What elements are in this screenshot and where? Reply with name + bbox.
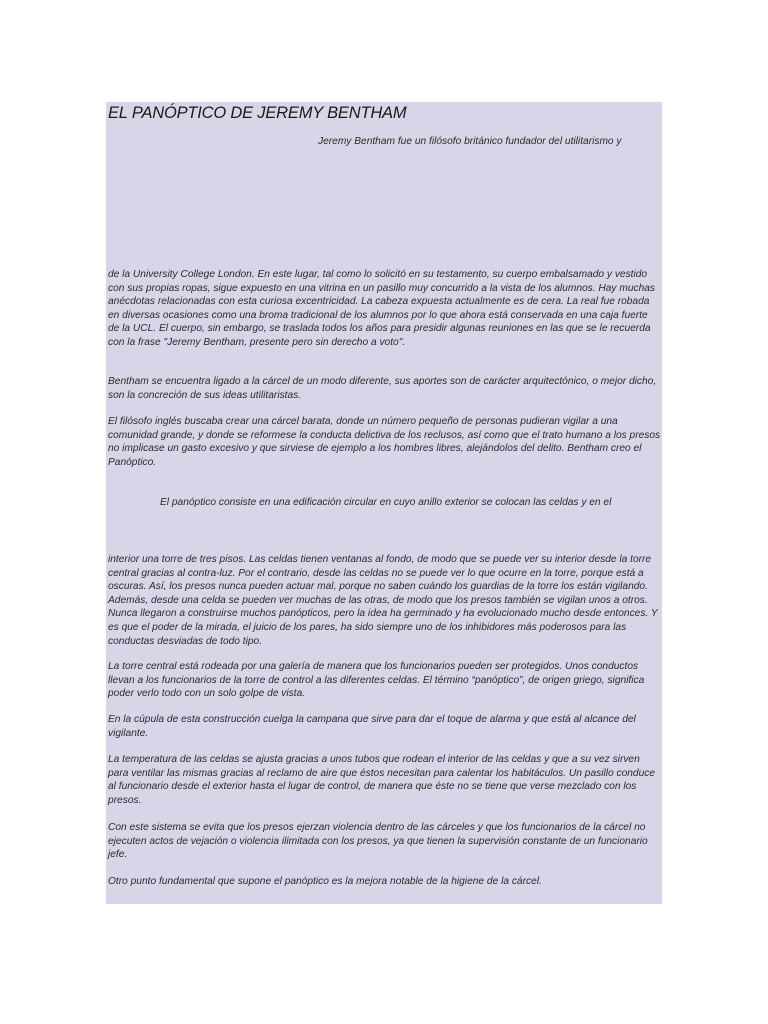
paragraph-torre-interior: interior una torre de tres pisos. Las celdas tienen ventanas al fondo, de modo que se puede ver su interior desde la torre central gracias al contra-luz. Por el contrario, desde las celdas no se puede ver lo que ocurre en la torre, porque está a oscuras. Así, los presos nunca pueden actuar mal, porque no saben cuándo los guardias de la torre los están vigilando. Además, desde una celda se pueden ver muchas de las otras, de modo que los presos también se vigilan unos a otros. Nunca llegaron a construirse muchos panópticos, pero la idea ha germinado y ha evolucionado mucho desde entonces. Y es que el poder de la mirada, el juicio de los pares, ha sido siempre uno de los inhibidores más poderosos para las conductas desviadas de todo tipo. bbox=[108, 554, 658, 647]
intro-fragment: Jeremy Bentham fue un filósofo británico fundador del utilitarismo y bbox=[318, 136, 622, 147]
paragraph-torre-central: La torre central está rodeada por una galería de manera que los funcionarios pueden ser protegidos. Unos conductos llevan a los funcionarios de la torre de control a las diferentes celdas. El término “panóptico”, de origen griego, significa poder verlo todo con un solo golpe de vista. bbox=[108, 661, 645, 700]
paragraph-violencia: Con este sistema se evita que los presos ejerzan violencia dentro de las cárceles y que los funcionarios de la cárcel no ejecuten actos de vejación o violencia ilimitada con los presos, ya que tienen la supervisión constante de un funcionario jefe. bbox=[108, 822, 648, 861]
paragraph-higiene: Otro punto fundamental que supone el panóptico es la mejora notable de la higiene de la cárcel. bbox=[108, 876, 542, 887]
paragraph-carcel-barata: El filósofo inglés buscaba crear una cárcel barata, donde un número pequeño de personas pudieran vigilar a una comunidad grande, y donde se reformese la conducta delictiva de los reclusos, así como que el trato humano a los presos no implicase un gasto excesivo y que sirviese de ejemplo a los hombres libres, alejándolos del delito. Bentham creo el Panóptico. bbox=[108, 416, 661, 468]
paragraph-cupula: En la cúpula de esta construcción cuelga la campana que sirve para dar el toque de alarma y que está al alcance del vigilante. bbox=[108, 714, 636, 739]
panoptico-fragment: El panóptico consiste en una edificación circular en cuyo anillo exterior se colocan las celdas y en el bbox=[160, 497, 612, 508]
document-title: EL PANÓPTICO DE JEREMY BENTHAM bbox=[108, 104, 407, 122]
paragraph-carcel-link: Bentham se encuentra ligado a la cárcel de un modo diferente, sus aportes son de carácter arquitectónico, o mejor dicho, son la concreción de sus ideas utilitaristas. bbox=[108, 376, 657, 401]
paragraph-temperatura: La temperatura de las celdas se ajusta gracias a unos tubos que rodean el interior de las celdas y que a su vez sirven para ventilar las mismas gracias al reclamo de aire que éstos necesitan para calentar los habitáculos. Un pasillo conduce al funcionario desde el exterior hasta el lugar de control, de manera que éste no se tiene que verse mezclado con los presos. bbox=[108, 754, 656, 806]
paragraph-ucl: de la University College London. En este lugar, tal como lo solicitó en su testamento, su cuerpo embalsamado y vestido con sus propias ropas, sigue expuesto en una vitrina en un pasillo muy concurrido a la vista de los alumnos. Hay muchas anécdotas relacionadas con esta curiosa excentricidad. La cabeza expuesta actualmente es de cera. La real fue robada en diversas ocasiones como una broma tradicional de los alumnos por lo que ahora está conservada en una caja fuerte de la UCL. El cuerpo, sin embargo, se traslada todos los años para presidir algunas reuniones en las que se le recuerda con la frase "Jeremy Bentham, presente pero sin derecho a voto". bbox=[108, 269, 656, 348]
